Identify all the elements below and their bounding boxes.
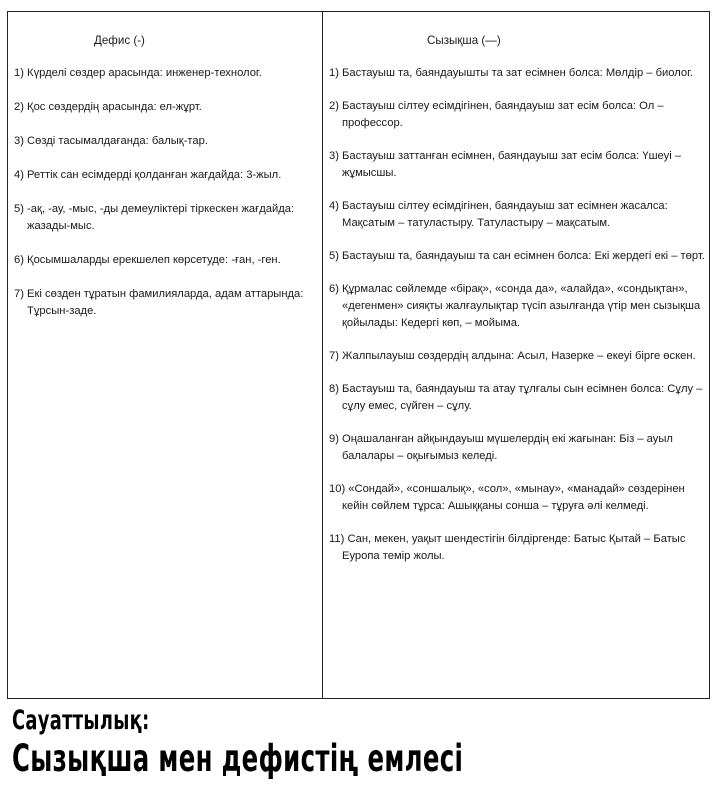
- dash-rule-9: 9) Оңашаланған айқындауыш мүшелердің екі жағынан: Біз – ауыл балалары – оқығымыз келеді.: [329, 433, 673, 462]
- title-line-1: Сауаттылық:: [12, 705, 150, 736]
- hyphen-rule-5: 5) -ақ, -ау, -мыс, -ды демеуліктері тіркескен жағдайда: жазады-мыс.: [14, 203, 295, 232]
- dash-rule-2: 2) Бастауыш сілтеу есімдігінен, баяндауыш зат есім болса: Ол – профессор.: [329, 100, 664, 129]
- dash-rule-4: 4) Бастауыш сілтеу есімдігінен, баяндауыш зат есімнен жасалса: Мақсатым – татуластыру. Татуластыру – мақсатым.: [329, 200, 668, 229]
- hyphen-column: [8, 12, 323, 698]
- dash-rules-list: [329, 65, 705, 565]
- hyphen-rule-6: 6) Қосымшаларды ерекшелеп көрсетуде: -ған, -ген.: [14, 254, 281, 266]
- hyphen-rule-7: 7) Екі сөзден тұратын фамилияларда, адам аттарында: Тұрсын-заде.: [14, 288, 304, 317]
- hyphen-rule-1: 1) Күрделі сөздер арасында: инженер-технолог.: [14, 67, 262, 79]
- rules-table: [7, 11, 710, 699]
- hyphen-rule-2: 2) Қос сөздердің арасында: ел-жұрт.: [14, 101, 202, 113]
- hyphen-column-header: Дефис (-): [94, 34, 145, 47]
- poster-title: [12, 704, 696, 781]
- dash-rule-1: 1) Бастауыш та, баяндауышты та зат есімнен болса: Мөлдір – биолог.: [329, 67, 693, 79]
- dash-column: [323, 12, 709, 698]
- dash-rule-7: 7) Жалпылауыш сөздердің алдына: Асыл, Назерке – екеуі бірге өскен.: [329, 350, 696, 362]
- dash-rule-10: 10) «Сондай», «соншалық», «сол», «мынау», «манадай» сөздерінен кейін сөйлем тұрса: Ашыққаны сонша – тұруға әлі келмеді.: [329, 483, 685, 512]
- dash-rule-6: 6) Құрмалас сөйлемде «бірақ», «сонда да», «алайда», «сондықтан», «дегенмен» сияқты жалғаулықтар түсіп азылғанда үтір мен сызықша қойылады: Кедергі көп, – мойыма.: [329, 283, 701, 329]
- hyphen-rule-4: 4) Реттік сан есімдерді қолданған жағдайда: 3-жыл.: [14, 169, 282, 181]
- dash-rule-5: 5) Бастауыш та, баяндауыш та сан есімнен болса: Екі жердегі екі – төрт.: [329, 250, 705, 262]
- title-line-2: Сызықша мен дефистің емлесі: [12, 737, 464, 780]
- dash-rule-11: 11) Сан, мекен, уақыт шендестігін білдіргенде: Батыс Қытай – Батыс Еуропа темір жолы.: [329, 533, 686, 562]
- dash-rule-3: 3) Бастауыш заттанған есімнен, баяндауыш зат есім болса: Үшеуі – жұмысшы.: [329, 150, 682, 179]
- dash-column-header: Сызықша (—): [427, 34, 501, 47]
- hyphen-rules-list: [14, 65, 318, 320]
- hyphen-rule-3: 3) Сөзді тасымалдағанда: балық-тар.: [14, 135, 208, 147]
- dash-rule-8: 8) Бастауыш та, баяндауыш та атау тұлғалы сын есімнен болса: Сұлу – сұлу емес, сүйген – сұлу.: [329, 383, 703, 412]
